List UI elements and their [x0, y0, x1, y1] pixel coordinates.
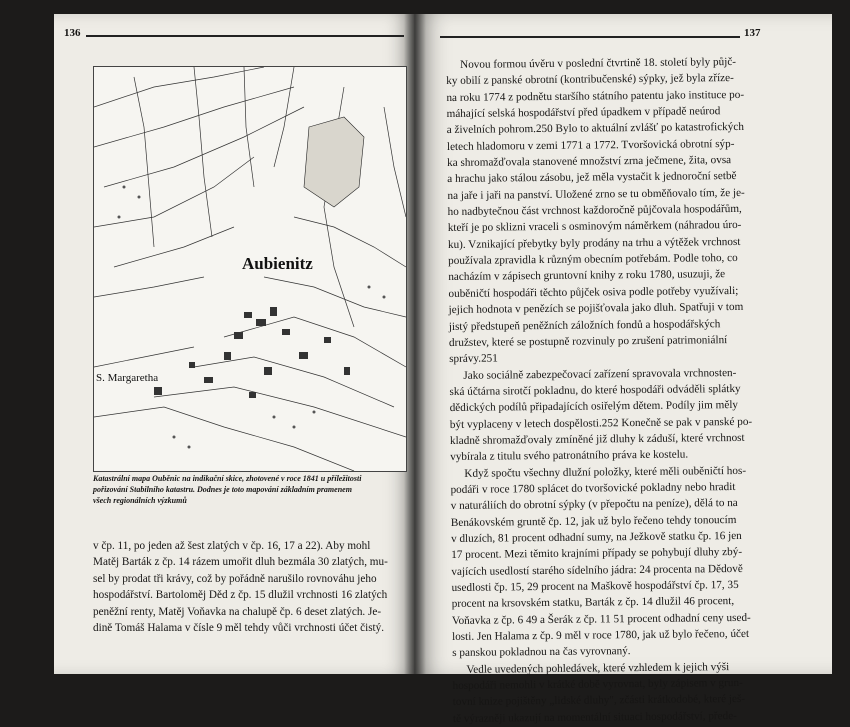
- left-body-text: [93, 538, 405, 636]
- right-body-text: [446, 54, 778, 727]
- text-line: používala zpravidla k různým obecním potřebám. Podle toho, co: [448, 252, 738, 268]
- cadastral-map: [93, 66, 407, 472]
- text-line: peněžní renty, Matěj Voňavka na chalupě čp. 6 deset zlatých. Je-: [93, 605, 382, 618]
- text-line: Jako sociálně zabezpečovací zařízení spravovala vrchnosten-: [463, 366, 737, 382]
- text-line: tě výrazněji ukazují na momentální situaci hospodářství, přede-: [452, 709, 737, 725]
- book-gutter: [404, 14, 426, 674]
- text-line: kladně shromažďovaly zmíněné již dluhy k záduší, které vrchnost: [449, 431, 745, 447]
- text-line: s panskou pokladnou na čas vyrovnaný.: [452, 645, 631, 660]
- text-line: a hrachu jako stálou zásobu, jež měla vystačit k jednoroční setbě: [447, 170, 737, 186]
- text-line: usedlosti čp. 15, 29 procent na Maškově hospodářství čp. 17, 35: [451, 578, 739, 594]
- map-village-label: Aubienitz: [242, 254, 313, 273]
- text-line: Když spočtu všechny dlužní položky, které měli ouběničtí hos-: [464, 464, 747, 480]
- text-line: hospodářství. Bartoloměj Děd z čp. 15 dlužil vrchnosti 16 zlatých: [93, 589, 388, 602]
- text-line: na roku 1774 z podnětu staršího státního patentu jako instituce po-: [446, 88, 745, 104]
- header-rule-right: [440, 36, 740, 38]
- text-line: ouběničtí hospodáři těchto půjček osiva podle potřeby využívali;: [448, 284, 739, 300]
- text-line: správy.251: [449, 352, 498, 366]
- cadastral-map-drawing: [94, 67, 406, 471]
- text-line: ho nadbytečnou část vrchnost každoročně půjčovala hospodářům,: [447, 203, 742, 219]
- text-line: Benákovském gruntě čp. 12, jak už bylo řečeno tehdy tonoucím: [450, 513, 737, 529]
- text-line: a živelních pohrom.250 Bylo to aktuální zvlášť po katastrofických: [446, 121, 744, 137]
- map-caption: [93, 473, 405, 506]
- text-line: na jaře i jaři na panství. Uložené zrno se tu obměňovalo tím, že je-: [447, 186, 745, 202]
- text-line: 17 procent. Mezi těmito krajními případy se pohybují dluhy zbý-: [451, 546, 743, 562]
- text-line: Vedle uvedených pohledávek, které vzhledem k jejich výši: [466, 660, 730, 676]
- text-line: Voňavka z čp. 6 49 a Šerák z čp. 11 51 procent odhadní ceny used-: [451, 611, 751, 627]
- text-line: dědických podílů připadajících osiřelým dětem. Podíly jim měly: [449, 399, 739, 415]
- text-line: v čp. 11, po jeden až šest zlatých v čp. 16, 17 a 22). Aby mohl: [93, 540, 371, 552]
- map-place-label: S. Margaretha: [96, 372, 159, 384]
- text-line: nacházím v zápisech gruntovní knihy z roku 1780, usuzuji, že: [448, 268, 726, 284]
- text-line: jejich hodnota v penězích se pojišťovala jako dluh. Spatřuji v tom: [448, 301, 744, 317]
- text-line: v dluzích, 81 procent odhadní sumy, na Ježkově statku čp. 16 jen: [450, 529, 742, 545]
- caption-line: Katastrální mapa Ouběnic na indikační skice, zhotovené v roce 1841 u příležitosti: [93, 474, 362, 483]
- text-line: losti. Jen Halama z čp. 9 měl v roce 1780, jak už bylo řečeno, účet: [452, 627, 750, 643]
- text-line: sel by prodat tři krávy, což by pořádně narušilo rovnováhu jeho: [93, 572, 377, 585]
- text-line: letech hladomoru v zemi 1771 a 1772. Tvoršovická obrotní sýp-: [446, 137, 735, 153]
- text-line: tovní knize pojištěny „lidské dluhy", zčásti krátkodobé, které ješ-: [452, 693, 746, 709]
- caption-line: pořizování Stabilního katastru. Dodnes je toto mapování základním pramenem: [93, 485, 352, 494]
- text-line: dině Tomáš Halama v čísle 9 měl tehdy vůči vrchnosti účet čistý.: [93, 622, 385, 635]
- text-line: ky obilí z panské obrotní (kontribučenské) sýpky, jež byla zříze-: [446, 72, 734, 88]
- text-line: ská účtárna sirotčí pokladnu, do které hospodáři odváděli splátky: [449, 382, 741, 398]
- text-line: družstev, které se postupně rozvinuly po zrušení patrimoniální: [448, 333, 728, 349]
- text-line: podáři v roce 1780 splácet do tvoršovické pokladny nebo hradit: [450, 480, 736, 496]
- text-line: máhající selská hospodářství před úpadkem v případě neúrod: [446, 105, 721, 121]
- text-line: ka shromažďovala stanovené množství zrna ječmene, žita, ovsa: [447, 154, 732, 170]
- text-line: vybírala z titulu svého patronátního práva ke kostelu.: [450, 448, 689, 464]
- text-line: Matěj Barták z čp. 14 rázem umořit dluh bezmála 30 zlatých, mu-: [93, 556, 388, 569]
- text-line: ku). Vznikající přebytky byly prodány na trhu a výtěžek vrchnost: [447, 235, 741, 251]
- text-line: hospodáři nemohli v krátké době vyrovnat, byly zápisem v grun-: [452, 676, 743, 693]
- caption-line: všech regionálních výzkumů: [93, 496, 187, 505]
- text-line: Novou formou úvěru v poslední čtvrtině 18. století byly půjč-: [460, 55, 737, 71]
- page-number-left: 136: [64, 27, 81, 39]
- text-line: vajících usedlostí starého sídelního jádra: 24 procenta na Dědově: [451, 562, 743, 578]
- text-line: v naturáliích do obrotní sýpky (v přepočtu na peníze), dělá to na: [450, 497, 738, 513]
- header-rule-left: [86, 35, 404, 37]
- text-line: kteří je po sklizni vraceli s osminovým náměrkem (náhradou úro-: [447, 219, 742, 235]
- text-line: jistý předstupeň peněžních záložních fondů a hospodářských: [448, 317, 721, 333]
- text-line: procent na krsovském statku, Barták z čp. 14 dlužil 46 procent,: [451, 595, 735, 611]
- text-line: být vyplaceny v letech dospělosti.252 Konečně se pak v panské po-: [449, 415, 753, 431]
- page-number-right: 137: [744, 27, 761, 39]
